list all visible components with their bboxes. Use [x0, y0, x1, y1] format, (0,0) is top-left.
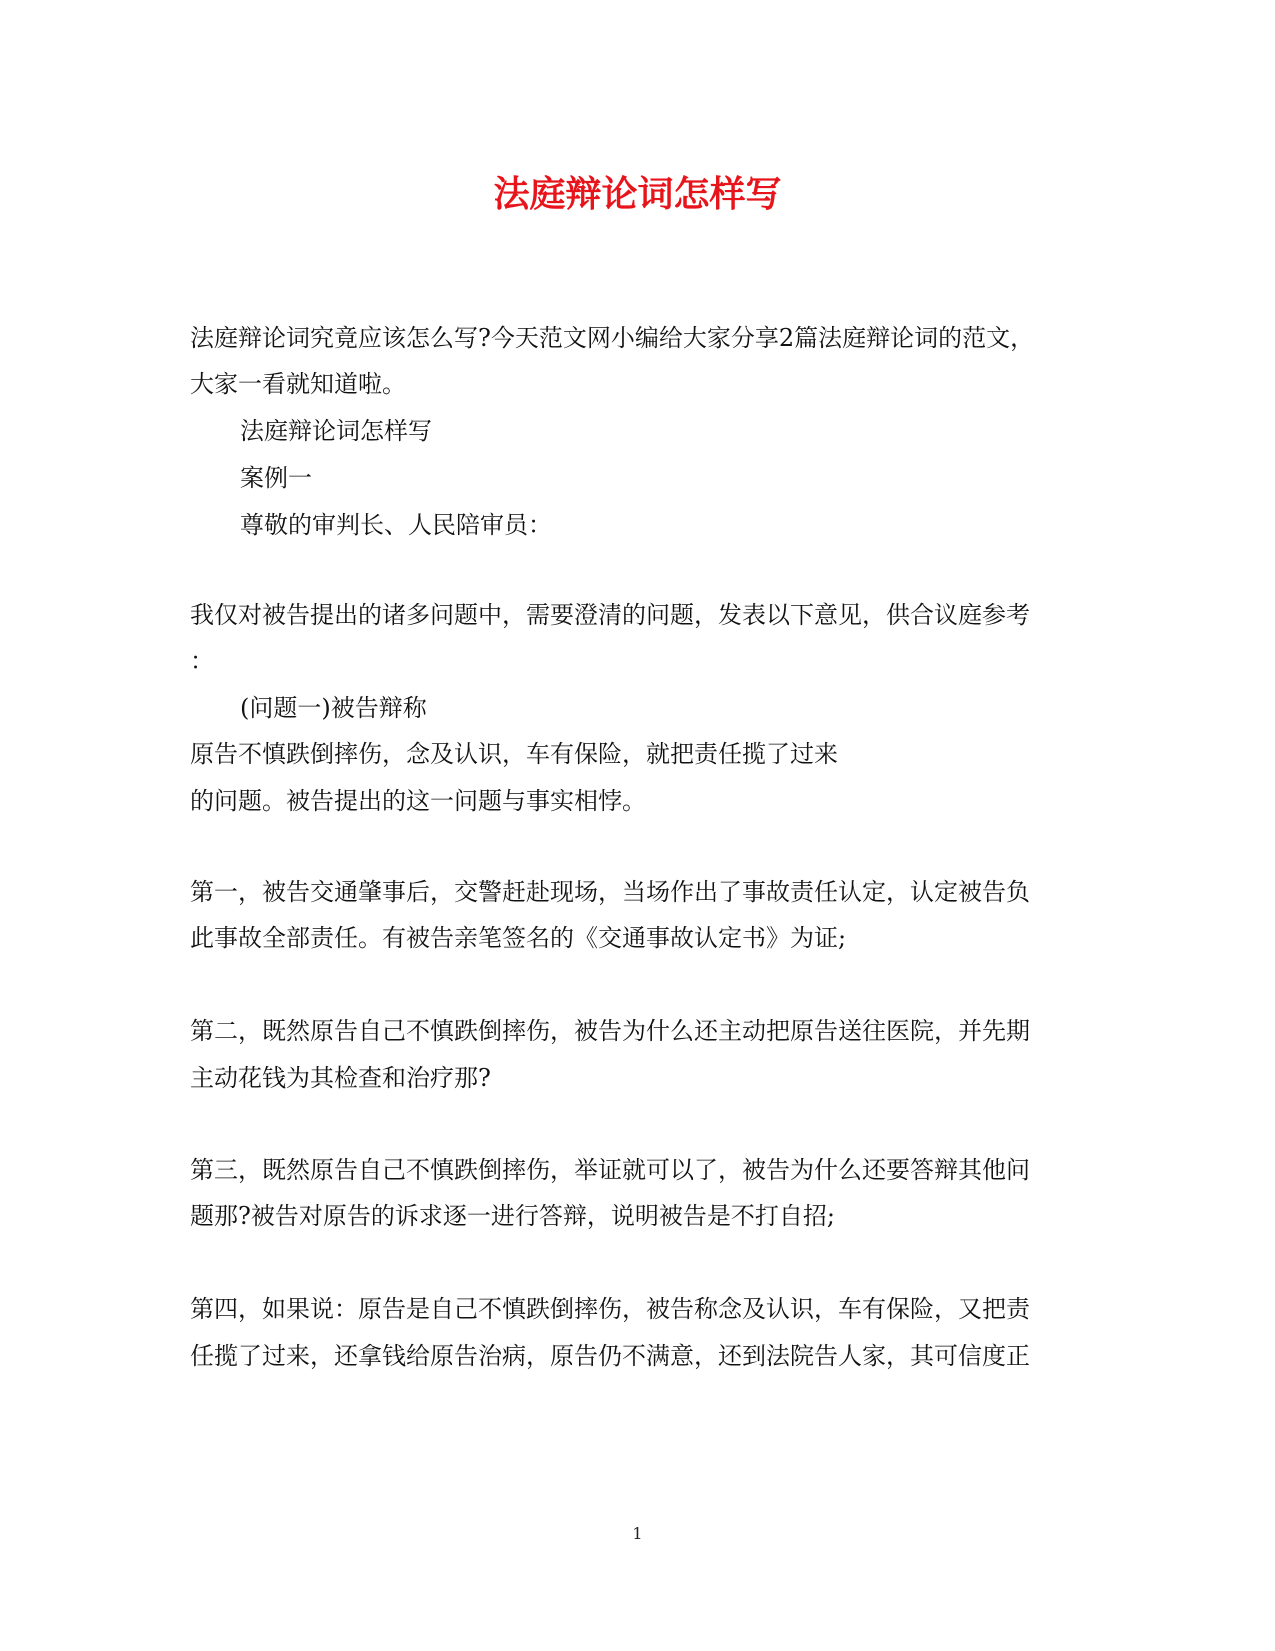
- paragraph-line: 第三，既然原告自己不慎跌倒摔伤，举证就可以了，被告为什么还要答辩其他问: [190, 1156, 1030, 1184]
- document-title: 法庭辩论词怎样写: [493, 173, 782, 215]
- paragraph-line: 题那?被告对原告的诉求逐一进行答辩，说明被告是不打自招;: [190, 1202, 835, 1230]
- page-number: 1: [632, 1524, 643, 1543]
- paragraph-line: 案例一: [240, 464, 312, 492]
- paragraph-line: 任揽了过来，还拿钱给原告治病，原告仍不满意，还到法院告人家，其可信度正: [190, 1342, 1030, 1370]
- paragraph-line: 此事故全部责任。有被告亲笔签名的《交通事故认定书》为证;: [190, 924, 847, 952]
- paragraph-line: 的问题。被告提出的这一问题与事实相悖。: [190, 787, 646, 815]
- paragraph-line: 主动花钱为其检查和治疗那?: [190, 1064, 491, 1092]
- paragraph-line: 法庭辩论词究竟应该怎么写?今天范文网小编给大家分享2篇法庭辩论词的范文，: [190, 324, 1035, 352]
- paragraph-line: 第一，被告交通肇事后，交警赶赴现场，当场作出了事故责任认定，认定被告负: [190, 878, 1030, 906]
- paragraph-line: 我仅对被告提出的诸多问题中，需要澄清的问题，发表以下意见，供合议庭参考: [190, 601, 1030, 629]
- paragraph-line: 第二，既然原告自己不慎跌倒摔伤，被告为什么还主动把原告送往医院，并先期: [190, 1017, 1030, 1045]
- paragraph-line: 第四，如果说：原告是自己不慎跌倒摔伤，被告称念及认识，车有保险，又把责: [190, 1295, 1030, 1323]
- paragraph-line: 大家一看就知道啦。: [190, 370, 406, 398]
- paragraph-line: 法庭辩论词怎样写: [240, 417, 432, 445]
- paragraph-line: 原告不慎跌倒摔伤，念及认识，车有保险，就把责任揽了过来: [190, 740, 838, 768]
- paragraph-line: ：: [190, 647, 214, 675]
- paragraph-line: (问题一)被告辩称: [240, 694, 427, 722]
- paragraph-line: 尊敬的审判长、人民陪审员：: [240, 511, 552, 539]
